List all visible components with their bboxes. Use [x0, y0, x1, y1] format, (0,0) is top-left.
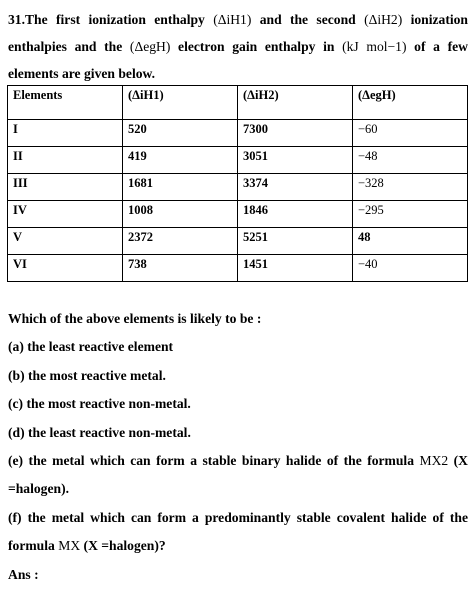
enthalpy-table [7, 85, 468, 282]
eg-cell: −40 [353, 255, 468, 282]
part-f [8, 504, 468, 561]
table-header-row [8, 86, 468, 120]
ie1-cell: 2372 [123, 228, 238, 255]
question-intro: 31.The first ionization enthalpy [8, 12, 205, 27]
question-stem [8, 6, 468, 87]
part-c: (c) the most reactive non-metal. [8, 396, 191, 412]
part-a: (a) the least reactive element [8, 339, 174, 355]
table-row [8, 147, 468, 174]
element-cell: V [8, 228, 123, 255]
part-b: (b) the most reactive metal. [8, 367, 166, 383]
eg-cell: −48 [353, 147, 468, 174]
part-e [8, 447, 468, 504]
eg-cell: −328 [353, 174, 468, 201]
element-cell: VI [8, 255, 123, 282]
element-cell: IV [8, 201, 123, 228]
question-mid: and the second [259, 12, 356, 27]
part-f-formula: MX [58, 538, 81, 554]
element-cell: III [8, 174, 123, 201]
table-row [8, 201, 468, 228]
header-eg: (ΔegH) [353, 86, 468, 120]
ie1-cell: 738 [123, 255, 238, 282]
prompt-line: Which of the above elements is likely to be : [8, 311, 262, 326]
eg-cell: −60 [353, 120, 468, 147]
ie2-cell: 1451 [238, 255, 353, 282]
ie1-cell: 520 [123, 120, 238, 147]
header-ie2: (ΔiH2) [238, 86, 353, 120]
ie1-cell: 1681 [123, 174, 238, 201]
question-tail: of a few elements are given below. [8, 39, 468, 81]
table-row [8, 255, 468, 282]
eg-cell: 48 [353, 228, 468, 255]
ie1-cell: 1008 [123, 201, 238, 228]
part-e-formula: MX2 [419, 453, 449, 469]
ie2-cell: 5251 [238, 228, 353, 255]
part-d: (d) the least reactive non-metal. [8, 424, 191, 440]
ie2-cell: 1846 [238, 201, 353, 228]
ie1-cell: 419 [123, 147, 238, 174]
element-cell: I [8, 120, 123, 147]
part-e-tail: (X =halogen). [8, 453, 469, 497]
table-row [8, 228, 468, 255]
header-ie1: (ΔiH1) [123, 86, 238, 120]
table-row [8, 174, 468, 201]
ie2-cell: 3051 [238, 147, 353, 174]
ie2-cell: 3374 [238, 174, 353, 201]
table-row [8, 120, 468, 147]
header-elements: Elements [8, 86, 123, 120]
electron-gain-symbol: (ΔegH) [129, 39, 171, 54]
sub-questions [8, 305, 468, 589]
ie2-cell: 7300 [238, 120, 353, 147]
element-cell: II [8, 147, 123, 174]
answer-label: Ans : [8, 566, 39, 582]
question-after-eg: electron gain enthalpy in [178, 39, 335, 54]
first-ionization-symbol: (ΔiH1) [213, 12, 252, 27]
question-after-ie2: ionization enthalpies and the [8, 12, 468, 54]
eg-cell: −295 [353, 201, 468, 228]
unit-label: (kJ mol−1) [342, 39, 407, 54]
part-f-tail: (X =halogen)? [83, 538, 166, 554]
part-e-text: (e) the metal which can form a stable binary halide of the formula [8, 453, 415, 469]
part-f-text: (f) the metal which can form a predominantly stable covalent halide of the formula [8, 509, 468, 554]
second-ionization-symbol: (ΔiH2) [364, 12, 403, 27]
